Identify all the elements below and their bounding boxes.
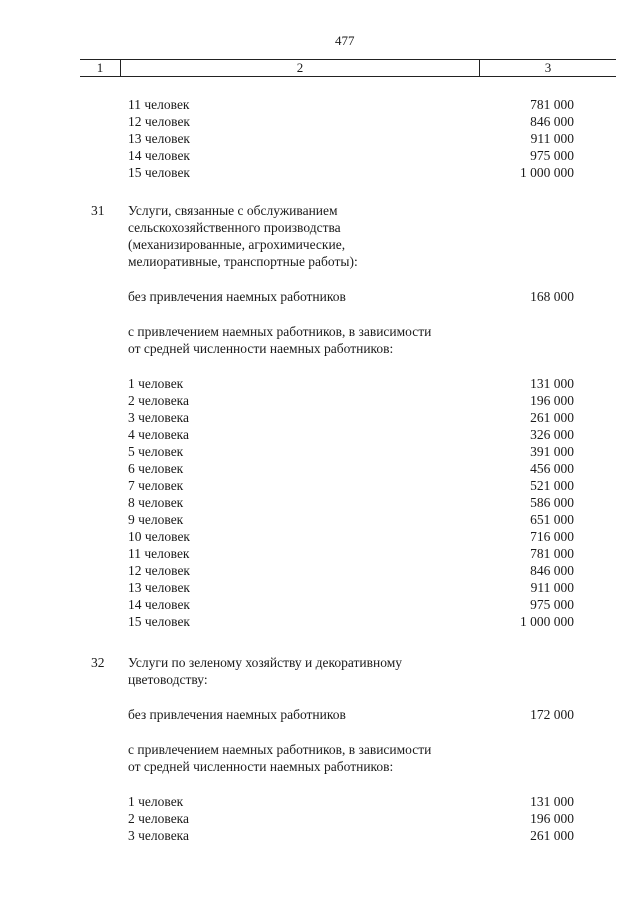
- row-value: 781 000: [530, 97, 574, 112]
- row-label: 12 человек: [128, 563, 190, 578]
- table-row: [0, 827, 640, 844]
- row-value: 391 000: [530, 444, 574, 459]
- row-value: 1 000 000: [520, 165, 574, 180]
- row-label: 4 человека: [128, 427, 190, 442]
- row-label: Услуги по зеленому хозяйству и декоративному: [128, 655, 403, 670]
- table-row: [0, 511, 640, 528]
- row-label: Услуги, связанные с обслуживанием: [128, 203, 338, 218]
- row-label: 15 человек: [128, 614, 190, 629]
- table-row: [0, 706, 640, 723]
- row-value: 846 000: [530, 563, 574, 578]
- row-label: от средней численности наемных работников:: [128, 759, 394, 774]
- table-row: [0, 579, 640, 596]
- table-row: [0, 596, 640, 613]
- table-row: [0, 810, 640, 827]
- row-label: 6 человек: [128, 461, 184, 476]
- table-row: [0, 236, 640, 253]
- row-label: 1 человек: [128, 376, 184, 391]
- row-value: 172 000: [530, 707, 574, 722]
- row-label: с привлечением наемных работников, в зависимости: [128, 742, 432, 757]
- row-label: цветоводству:: [128, 672, 208, 687]
- row-value: 196 000: [530, 811, 574, 826]
- table-row: [0, 793, 640, 810]
- table-row: [0, 477, 640, 494]
- row-label: 1 человек: [128, 794, 184, 809]
- table-row: [0, 113, 640, 130]
- row-label: 8 человек: [128, 495, 184, 510]
- column-header-3: 3: [544, 60, 552, 75]
- row-number: 32: [91, 655, 105, 670]
- table-row: [0, 741, 640, 758]
- row-label: 5 человек: [128, 444, 184, 459]
- row-label: (механизированные, агрохимические,: [128, 237, 346, 252]
- table-row: [0, 758, 640, 775]
- row-label: 10 человек: [128, 529, 190, 544]
- row-value: 586 000: [530, 495, 574, 510]
- table-row: [0, 323, 640, 340]
- row-value: 168 000: [530, 289, 574, 304]
- row-value: 456 000: [530, 461, 574, 476]
- row-label: 3 человека: [128, 410, 190, 425]
- row-label: 13 человек: [128, 131, 190, 146]
- row-label: 2 человека: [128, 811, 190, 826]
- row-value: 1 000 000: [520, 614, 574, 629]
- table-header: [80, 59, 616, 77]
- row-label: 12 человек: [128, 114, 190, 129]
- row-label: от средней численности наемных работников:: [128, 341, 394, 356]
- table-row: [0, 130, 640, 147]
- row-label: 9 человек: [128, 512, 184, 527]
- table-row: [0, 147, 640, 164]
- row-value: 326 000: [530, 427, 574, 442]
- row-label: без привлечения наемных работников: [128, 707, 346, 722]
- row-label: 14 человек: [128, 597, 190, 612]
- row-label: 11 человек: [128, 546, 190, 561]
- row-label: без привлечения наемных работников: [128, 289, 346, 304]
- table-row: [0, 340, 640, 357]
- row-value: 131 000: [530, 376, 574, 391]
- row-value: 975 000: [530, 148, 574, 163]
- row-label: 2 человека: [128, 393, 190, 408]
- row-value: 716 000: [530, 529, 574, 544]
- table-row: [0, 494, 640, 511]
- row-value: 975 000: [530, 597, 574, 612]
- row-label: 15 человек: [128, 165, 190, 180]
- table-row: [0, 654, 640, 671]
- table-row: [0, 460, 640, 477]
- row-value: 521 000: [530, 478, 574, 493]
- row-label: 7 человек: [128, 478, 184, 493]
- row-label: 13 человек: [128, 580, 190, 595]
- table-row: [0, 545, 640, 562]
- column-header-1: 1: [80, 60, 121, 76]
- table-row: [0, 375, 640, 392]
- row-value: 911 000: [530, 131, 574, 146]
- table-row: [0, 288, 640, 305]
- table-row: [0, 562, 640, 579]
- row-label: мелиоративные, транспортные работы):: [128, 254, 358, 269]
- table-row: [0, 96, 640, 113]
- row-number: 31: [91, 203, 105, 218]
- row-label: с привлечением наемных работников, в зависимости: [128, 324, 432, 339]
- row-value: 131 000: [530, 794, 574, 809]
- row-value: 651 000: [530, 512, 574, 527]
- table-row: [0, 443, 640, 460]
- table-row: [0, 202, 640, 219]
- column-header-2: 2: [121, 60, 480, 76]
- table-row: [0, 528, 640, 545]
- table-row: [0, 613, 640, 630]
- table-row: [0, 164, 640, 181]
- row-label: 14 человек: [128, 148, 190, 163]
- row-label: сельскохозяйственного производства: [128, 220, 341, 235]
- row-value: 196 000: [530, 393, 574, 408]
- row-value: 261 000: [530, 410, 574, 425]
- table-row: [0, 426, 640, 443]
- table-row: [0, 409, 640, 426]
- row-value: 846 000: [530, 114, 574, 129]
- row-value: 781 000: [530, 546, 574, 561]
- row-value: 261 000: [530, 828, 574, 843]
- row-label: 3 человека: [128, 828, 190, 843]
- table-row: [0, 392, 640, 409]
- table-row: [0, 671, 640, 688]
- row-label: 11 человек: [128, 97, 190, 112]
- table-row: [0, 219, 640, 236]
- page-number: 477: [335, 33, 355, 48]
- table-row: [0, 253, 640, 270]
- row-value: 911 000: [530, 580, 574, 595]
